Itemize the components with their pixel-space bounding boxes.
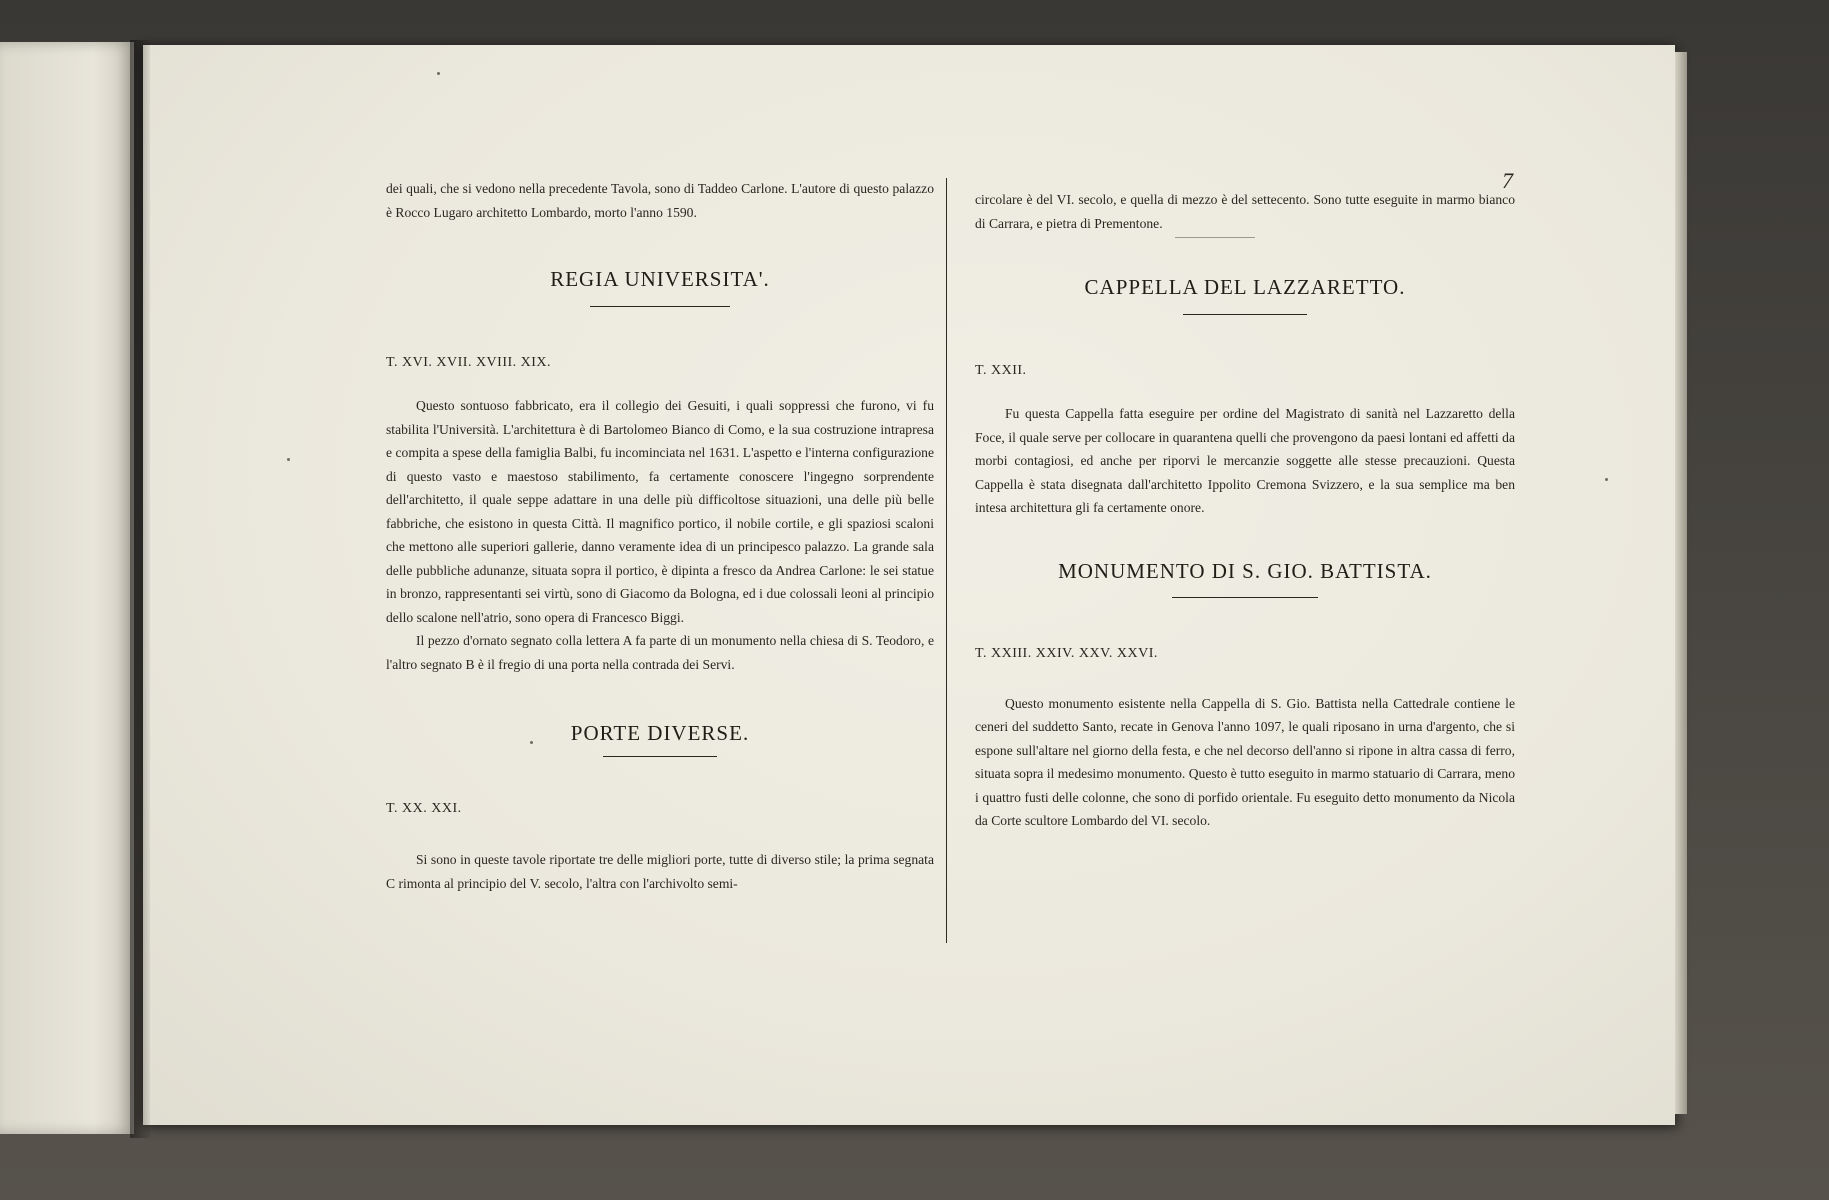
heading-regia-universita: REGIA UNIVERSITA'.: [550, 267, 770, 291]
monumento-paragraph: Questo monumento esistente nella Cappella di S. Gio. Battista nella Cattedrale contiene le ceneri del suddetto Santo, recate in Genova l'anno 1097, le quali riposano in urna d'argento, che si espone sull'altare nel giorno della festa, e che nel decorso dell'anno si ripone in altra cassa di ferro, situata sopra il medesimo monumento. Questo è tutto eseguito in marmo statuario di Carrara, meno i quattro fusti delle colonne, che sono di porfido orientale. Fu eseguito detto monumento da Nicola da Corte scultore Lombardo del VI. secolo.: [975, 695, 1515, 828]
column-divider: [946, 178, 947, 943]
page-stack-edge: [1675, 52, 1687, 1114]
heading-monumento-battista: MONUMENTO DI S. GIO. BATTISTA.: [1058, 558, 1432, 583]
universita-paragraph: Questo sontuoso fabbricato, era il collegio dei Gesuiti, i quali soppressi che furono, vi fu stabilita l'Università. L'architettura è di Bartolomeo Bianco di Como, e la sua costruzione intrapresa e compita a spese della famiglia Balbi, fu incominciata nel 1631. L'aspetto e l'interna configurazione di questo vasto e maestoso stabilimento, fa certamente conoscere l'ingegno sorprendente dell'architetto, il quale seppe adattare in una delle più difficoltose situazioni, una delle più belle fabbriche, che esistono in questa Città. Il magnifico portico, il nobile cortile, e gli spaziosi scaloni che mettono alle superiori gallerie, danno veramente idea di un principesco palazzo. La grande sala delle pubbliche adunanze, situata sopra il portico, è dipinta a fresco da Andrea Carlone: le sei statue in bronzo, rappresentanti sei virtù, sono di Giacomo da Bologna, ed i due colossali leoni al principio dello scalone nell'atrio, sono opera di Francesco Biggi.: [386, 398, 934, 625]
heading-porte-diverse: PORTE DIVERSE.: [570, 721, 750, 745]
page-number: 7: [1502, 168, 1513, 193]
previous-page-edge: [0, 42, 134, 1134]
plates-label: T. XVI. XVII. XVIII. XIX.: [386, 354, 552, 370]
book-gutter: [130, 40, 150, 1138]
right-intro-paragraph: circolare è del VI. secolo, e quella di mezzo è del settecento. Sono tutte eseguite in marmo bianco di Carrara, e pietra di Prementone.: [975, 192, 1515, 231]
left-intro-paragraph: dei quali, che si vedono nella precedente Tavola, sono di Taddeo Carlone. L'autore di questo palazzo è Rocco Lugaro architetto Lombardo, morto l'anno 1590.: [386, 181, 934, 220]
left-column: [386, 177, 934, 895]
plates-label: T. XXIII. XXIV. XXV. XXVI.: [975, 646, 1158, 661]
plates-label: T. XXII.: [975, 362, 1027, 378]
spacer: [386, 224, 934, 268]
porte-paragraph: Si sono in queste tavole riportate tre delle migliori porte, tutte di diverso stile; la prima segnata C rimonta al principio del V. secolo, l'altra con l'archivolto semi-: [386, 852, 934, 891]
plates-label: T. XX. XXI.: [386, 800, 462, 816]
universita-paragraph-ornato: Il pezzo d'ornato segnato colla lettera A fa parte di un monumento nella chiesa di S. Teodoro, e l'altro segnato B è il fregio di una porta nella contrada dei Servi.: [386, 633, 934, 672]
lazzaretto-paragraph: Fu questa Cappella fatta eseguire per ordine del Magistrato di sanità nel Lazzaretto della Foce, il quale serve per collocare in quarantena quelli che provengono da paesi lontani ed affetti da morbi contagiosi, ed anche per riporvi le mercanzie soggette alle stesse precauzioni. Questa Cappella è stata disegnata dall'architetto Ippolito Cremona Svizzero, e la sua semplice ma ben intesa architettura gli fa certamente onore.: [975, 406, 1515, 515]
right-column: [975, 188, 1515, 833]
heading-cappella-lazzaretto: CAPPELLA DEL LAZZARETTO.: [1084, 275, 1406, 299]
